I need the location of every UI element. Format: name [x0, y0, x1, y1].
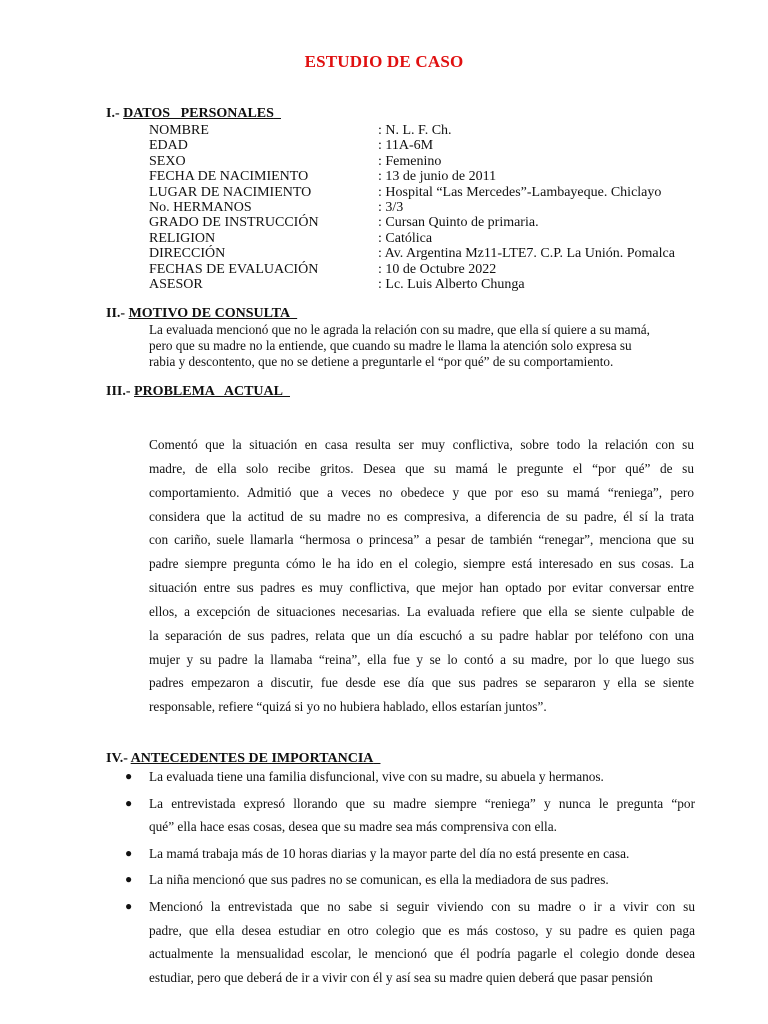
text-line: estudiar, pero que deberá de ir a vivir con él y así sea su madre quien deberá que pasar pensión: [149, 969, 653, 985]
field-label: LUGAR DE NACIMIENTO: [149, 184, 312, 200]
personal-data-list: [149, 123, 709, 292]
list-item: [120, 842, 695, 866]
text-line: comportamiento. Admitió que a veces no obedece y que por eso su mamá “reniega”, pero: [149, 484, 694, 500]
field-value: : Av. Argentina Mz11-LTE7. C.P. La Unión. Pomalca: [378, 246, 675, 262]
field-row: [149, 277, 709, 292]
field-label: ASESOR: [149, 276, 203, 292]
field-value: : 13 de junio de 2011: [378, 169, 497, 185]
field-label: EDAD: [149, 138, 188, 154]
text-line: madre, de ella solo recibe gritos. Desea que su mamá le pregunte el “por qué” de su: [149, 460, 694, 476]
field-row: [149, 185, 709, 200]
field-value: : Lc. Luis Alberto Chunga: [378, 276, 525, 292]
text-line: La entrevistada expresó llorando que su madre siempre “reniega” y nunca le pregunta “por: [149, 795, 695, 811]
text-line: Comentó que la situación en casa resulta ser muy conflictiva, sobre todo la relación con su: [149, 437, 694, 452]
section-number: III.-: [106, 384, 131, 399]
antecedentes-list: [120, 765, 695, 992]
field-row: [149, 215, 709, 230]
text-line: padres empezaron a discutir, fue desde ese día que sus padres se separaron y ella se siente: [149, 675, 694, 691]
bullet-icon: ●: [125, 898, 133, 913]
field-value: : N. L. F. Ch.: [378, 123, 452, 138]
field-row: [149, 246, 709, 261]
field-label: NOMBRE: [149, 123, 209, 138]
field-row: [149, 169, 709, 184]
bullet-icon: ●: [125, 795, 133, 810]
list-item: [120, 765, 695, 789]
section-heading-problema: [106, 384, 290, 400]
text-line: padre, que ella desea estudiar en otro colegio que es más costoso, y su padre es quien paga: [149, 922, 695, 938]
section-title: DATOS PERSONALES: [123, 106, 274, 121]
motivo-paragraph: [149, 322, 694, 370]
field-row: [149, 138, 709, 153]
section-heading-datos: [106, 106, 281, 122]
text-line: La evaluada tiene una familia disfuncional, vive con su madre, su abuela y hermanos.: [149, 769, 604, 784]
field-label: FECHA DE NACIMIENTO: [149, 169, 309, 185]
list-item: [120, 895, 695, 989]
section-number: I.-: [106, 106, 120, 121]
section-title: ANTECEDENTES DE IMPORTANCIA: [130, 751, 374, 766]
bullet-icon: ●: [125, 872, 133, 887]
text-line: La niña mencionó que sus padres no se comunican, es ella la mediadora de sus padres.: [149, 872, 609, 888]
field-label: SEXO: [149, 153, 186, 169]
field-label: DIRECCIÓN: [149, 246, 226, 262]
text-line: responsable, refiere “quizá si yo no hubiera hablado, ellos estarían juntos”.: [149, 699, 547, 715]
text-line: pero que su madre no la entiende, que cuando su madre le llama la atención solo expresa su: [149, 338, 632, 353]
text-line: con cariño, suele llamarla “hermosa o princesa” a pesar de también “renegar”, menciona que su: [149, 532, 694, 548]
problema-paragraph: [149, 433, 694, 719]
text-line: situación entre sus padres es muy conflictiva, que mejor han optado por evitar conversar entre: [149, 580, 694, 596]
field-row: [149, 154, 709, 169]
field-label: GRADO DE INSTRUCCIÓN: [149, 215, 319, 231]
bullet-icon: ●: [125, 845, 133, 860]
field-row: [149, 262, 709, 277]
section-title: PROBLEMA ACTUAL: [134, 384, 283, 399]
document-title: ESTUDIO DE CASO: [304, 52, 464, 71]
section-title: MOTIVO DE CONSULTA: [128, 306, 291, 321]
field-value: : Católica: [378, 230, 433, 246]
text-line: La evaluada mencionó que no le agrada la relación con su madre, que ella sí quiere a su mamá,: [149, 322, 650, 337]
text-line: mujer y su padre la llamaba “reina”, ella fue y se lo contó a su madre, por lo que luego sus: [149, 651, 694, 667]
bullet-icon: ●: [125, 769, 133, 783]
section-number: IV.-: [106, 751, 128, 766]
field-value: : Femenino: [378, 153, 442, 169]
text-line: ellos, a excepción de situaciones necesarias. La evaluada refiere que ella se siente culpable de: [149, 603, 694, 619]
text-line: rabia y descontento, que no se detiene a preguntarle el “por qué” de su comportamiento.: [149, 354, 614, 369]
field-label: No. HERMANOS: [149, 199, 252, 215]
text-line: qué” ella hace esas cosas, desea que su madre sea más comprensiva con ella.: [149, 819, 557, 835]
text-line: La mamá trabaja más de 10 horas diarias y la mayor parte del día no está presente en casa.: [149, 845, 630, 861]
field-value: : Cursan Quinto de primaria.: [378, 215, 539, 231]
text-line: padre siempre pregunta cómo le ha ido en el colegio, siempre está interesado en sus cosas. La: [149, 556, 694, 572]
field-value: : Hospital “Las Mercedes”-Lambayeque. Chiclayo: [378, 184, 662, 200]
field-row: [149, 123, 709, 138]
list-item: [120, 868, 695, 892]
field-value: : 11A-6M: [378, 138, 434, 154]
field-row: [149, 200, 709, 215]
list-item: [120, 792, 695, 839]
field-label: FECHAS DE EVALUACIÓN: [149, 261, 319, 277]
field-row: [149, 231, 709, 246]
field-label: RELIGION: [149, 230, 216, 246]
text-line: actualmente la mensualidad escolar, le mencionó que él podría pagarle el colegio donde desea: [149, 946, 695, 962]
field-value: : 3/3: [378, 199, 404, 215]
text-line: la separación de sus padres, relata que un día escuchó a su padre hablar por teléfono con una: [149, 627, 694, 643]
field-value: : 10 de Octubre 2022: [378, 261, 497, 277]
section-number: II.-: [106, 306, 126, 321]
text-line: Mencionó la entrevistada que no sabe si seguir viviendo con su madre o ir a vivir con su: [149, 898, 695, 914]
text-line: considera que la actitud de su madre no es compresiva, a diferencia de su padre, él sí la trata: [149, 508, 694, 524]
section-heading-motivo: [106, 306, 297, 322]
